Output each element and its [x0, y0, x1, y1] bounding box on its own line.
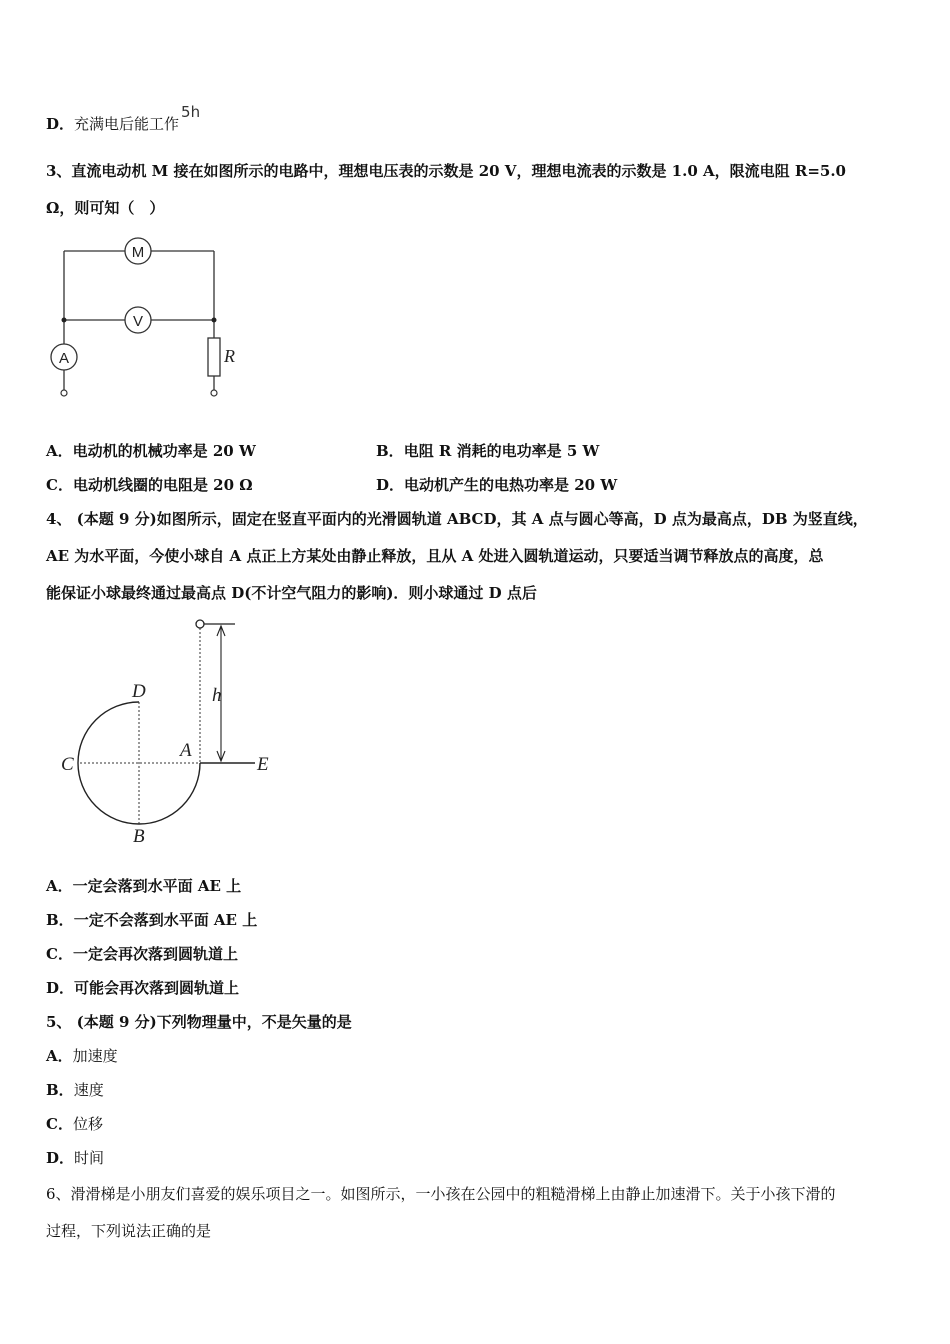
option-label: A．	[46, 442, 73, 460]
option-text: 可能会再次落到圆轨道上	[74, 979, 240, 997]
option-label: C．	[46, 1115, 73, 1133]
junction-dot	[62, 318, 67, 323]
option-text: 位移	[72, 1115, 103, 1133]
q5-option-d	[46, 1148, 104, 1168]
label-b: B	[133, 826, 145, 847]
option-suffix: 5h	[181, 103, 201, 121]
resistor-label: R	[224, 346, 235, 366]
ammeter-symbol	[51, 344, 77, 370]
option-text: 一定不会落到水平面 AE 上	[73, 911, 258, 929]
option-text: 速度	[73, 1081, 104, 1099]
q4-option-d	[46, 978, 239, 998]
motor-label: M	[131, 244, 145, 261]
option-label: B．	[376, 442, 404, 460]
label-d: D	[132, 681, 146, 702]
option-text: 电动机线圈的电阻是 20 Ω	[72, 476, 253, 494]
option-label: D．	[46, 115, 75, 133]
option-label: A．	[46, 877, 73, 895]
option-text: 电动机产生的电热功率是 20 W	[404, 476, 618, 494]
q3-option-d	[376, 475, 617, 495]
label-e: E	[257, 754, 269, 775]
q4-track-diagram	[55, 612, 285, 852]
ball-icon	[196, 620, 204, 628]
q4-option-b	[46, 910, 257, 930]
terminal	[61, 390, 67, 396]
label-h: h	[212, 685, 222, 706]
q6-stem-line1: 6、滑滑梯是小朋友们喜爱的娱乐项目之一。如图所示，一小孩在公园中的粗糙滑梯上由静止加速滑下。关于小孩下滑的	[46, 1185, 836, 1203]
junction-dot	[212, 318, 217, 323]
option-label: D．	[46, 979, 75, 997]
q3-circuit-diagram	[40, 230, 260, 405]
option-text: 电动机的机械功率是 20 W	[72, 442, 256, 460]
ammeter-label: A	[58, 350, 70, 367]
option-label: D．	[46, 1149, 75, 1167]
option-text: 一定会落到水平面 AE 上	[72, 877, 242, 895]
q3-option-a	[46, 441, 256, 461]
label-a: A	[180, 740, 192, 761]
option-label: C．	[46, 476, 73, 494]
q3-stem-line1: 3、直流电动机 M 接在如图所示的电路中，理想电压表的示数是 20 V，理想电流表的示数是 1.0 A，限流电阻 R=5.0	[46, 162, 846, 180]
option-label: B．	[46, 911, 74, 929]
option-text: 时间	[74, 1149, 105, 1167]
q4-stem-line1: 4、 (本题 9 分)如图所示，固定在竖直平面内的光滑圆轨道 ABCD，其 A 点与圆心等高，D 点为最高点，DB 为竖直线，	[46, 510, 868, 528]
option-text: 电阻 R 消耗的电功率是 5 W	[403, 442, 600, 460]
q5-stem: 5、 (本题 9 分)下列物理量中，不是矢量的是	[46, 1013, 352, 1031]
option-label: B．	[46, 1081, 74, 1099]
option-text: 一定会再次落到圆轨道上	[72, 945, 238, 963]
q4-option-c	[46, 944, 238, 964]
q4-stem-line2: AE 为水平面，今使小球自 A 点正上方某处由静止释放，且从 A 处进入圆轨道运动，只要适当调节释放点的高度，总	[46, 547, 824, 565]
option-text: 加速度	[72, 1047, 118, 1065]
terminal	[211, 390, 217, 396]
option-label: C．	[46, 945, 73, 963]
q4-stem-line3: 能保证小球最终通过最高点 D(不计空气阻力的影响)．则小球通过 D 点后	[46, 584, 537, 602]
q5-option-c	[46, 1114, 103, 1134]
q2-option-d	[46, 103, 201, 134]
q4-option-a	[46, 876, 241, 896]
option-label: A．	[46, 1047, 73, 1065]
q6-stem-line2: 过程，下列说法正确的是	[46, 1222, 212, 1240]
label-c: C	[61, 754, 74, 775]
q3-option-b	[376, 441, 599, 461]
option-text: 充满电后能工作	[74, 115, 180, 133]
q3-option-c	[46, 475, 253, 495]
motor-symbol	[125, 238, 151, 264]
q5-option-a	[46, 1046, 118, 1066]
option-label: D．	[376, 476, 405, 494]
q5-option-b	[46, 1080, 104, 1100]
q3-stem-line2: Ω，则可知（ ）	[46, 199, 165, 217]
voltmeter-symbol	[125, 307, 151, 333]
voltmeter-label: V	[132, 313, 144, 330]
